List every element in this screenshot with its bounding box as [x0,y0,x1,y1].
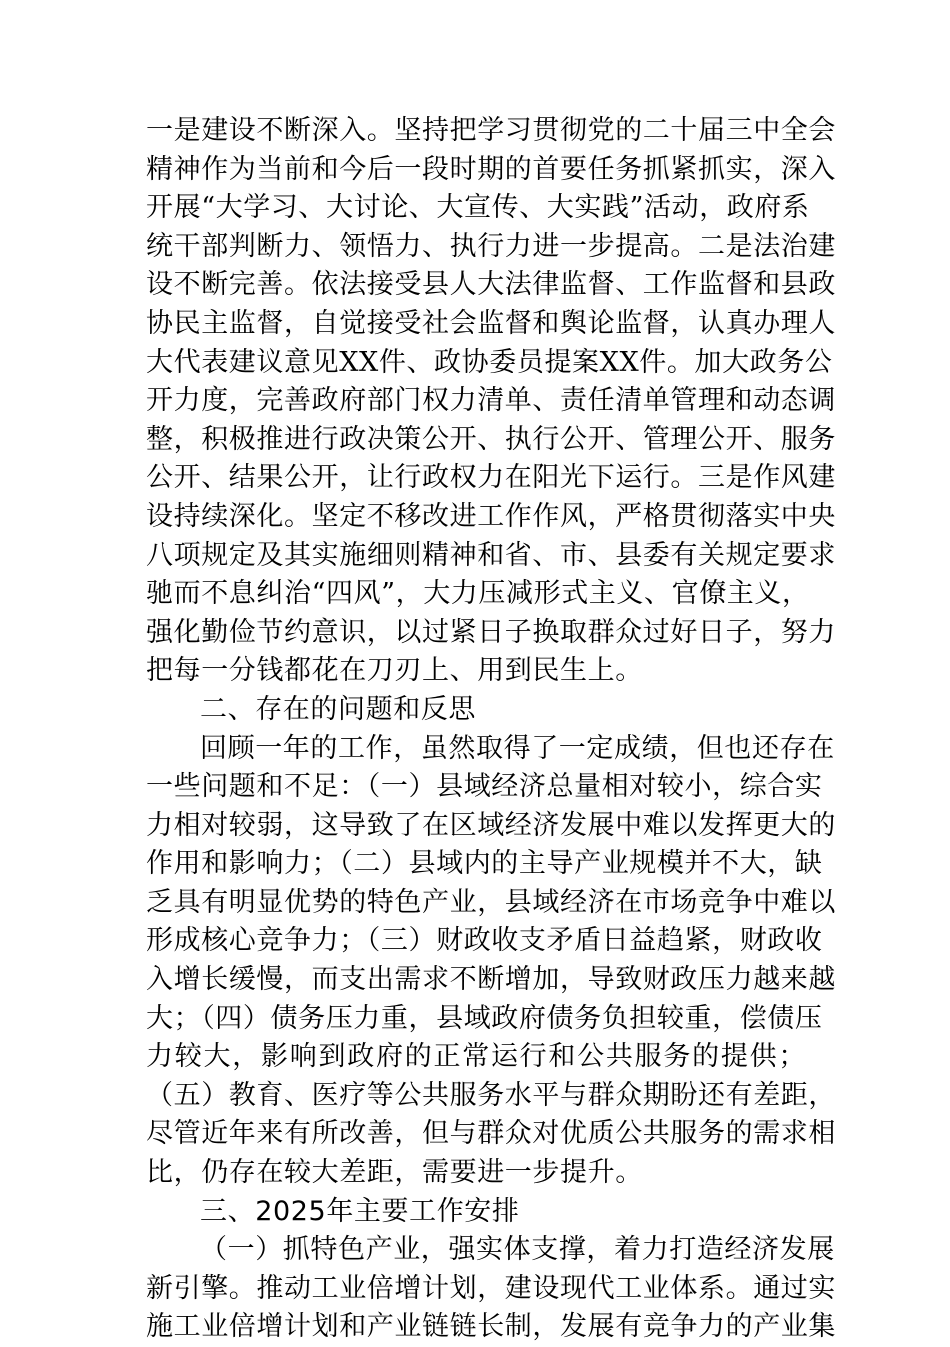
text-line: 施工业倍增计划和产业链链长制，发展有竞争力的产业集 [146,1311,836,1343]
text-line: 驰而不息纠治“四风”，大力压减形式主义、官僚主义， [146,578,810,610]
text-line: 一些问题和不足：（一）县域经济总量相对较小，综合实 [146,771,823,803]
text-line: 开展“大学习、大讨论、大宣传、大实践”活动，政府系 [146,192,810,224]
text-line: 力较大，影响到政府的正常运行和公共服务的提供； [146,1041,806,1073]
paragraph-work-plan [146,1231,836,1347]
text-line: （一）抓特色产业，强实体支撑，着力打造经济发展 [200,1234,835,1266]
section-heading-problems: 二、存在的问题和反思 [200,693,476,725]
paragraph-achievements [146,112,836,691]
text-line: 公开、结果公开，让行政权力在阳光下运行。三是作风建 [146,462,836,494]
text-line: 设持续深化。坚定不移改进工作作风，严格贯彻落实中央 [146,500,836,532]
text-line: 统干部判断力、领悟力、执行力进一步提高。二是法治建 [146,230,836,262]
text-line: 设不断完善。依法接受县人大法律监督、工作监督和县政 [146,269,836,301]
text-line: （五）教育、医疗等公共服务水平与群众期盼还有差距， [146,1079,836,1111]
text-line: 一是建设不断深入。坚持把学习贯彻党的二十届三中全会 [146,115,836,146]
text-line: 新引擎。推动工业倍增计划，建设现代工业体系。通过实 [146,1272,836,1304]
text-line: 入增长缓慢，而支出需求不断增加，导致财政压力越来越 [146,964,836,996]
text-line: 比，仍存在较大差距，需要进一步提升。 [146,1157,643,1189]
text-line: 精神作为当前和今后一段时期的首要任务抓紧抓实，深入 [146,153,836,185]
text-line: 开力度，完善政府部门权力清单、责任清单管理和动态调 [146,385,836,417]
text-line: 乏具有明显优势的特色产业，县域经济在市场竞争中难以 [146,886,836,918]
text-line: 强化勤俭节约意识，以过紧日子换取群众过好日子，努力 [146,616,836,648]
document-page [146,112,836,1347]
text-line: 协民主监督，自觉接受社会监督和舆论监督，认真办理人 [146,307,836,339]
text-line: 力相对较弱，这导致了在区域经济发展中难以发挥更大的 [146,809,836,841]
text-line: 大代表建议意见XX件、政协委员提案XX件。加大政务公 [146,346,833,378]
text-line: 形成核心竞争力；（三）财政收支矛盾日益趋紧，财政收 [146,925,823,957]
paragraph-problems [146,730,836,1193]
text-line: 整，积极推进行政决策公开、执行公开、管理公开、服务 [146,423,836,455]
text-line: 尽管近年来有所改善，但与群众对优质公共服务的需求相 [146,1118,836,1150]
text-line: 回顾一年的工作，虽然取得了一定成绩，但也还存在 [200,732,835,764]
text-line: 作用和影响力；（二）县域内的主导产业规模并不大，缺 [146,848,823,880]
text-line: 把每一分钱都花在刀刃上、用到民生上。 [146,655,643,687]
text-line: 八项规定及其实施细则精神和省、市、县委有关规定要求 [146,539,836,571]
text-line: 大；（四）债务压力重，县域政府债务负担较重，偿债压 [146,1002,823,1034]
section-heading-work-plan: 三、2025年主要工作安排 [200,1195,520,1227]
